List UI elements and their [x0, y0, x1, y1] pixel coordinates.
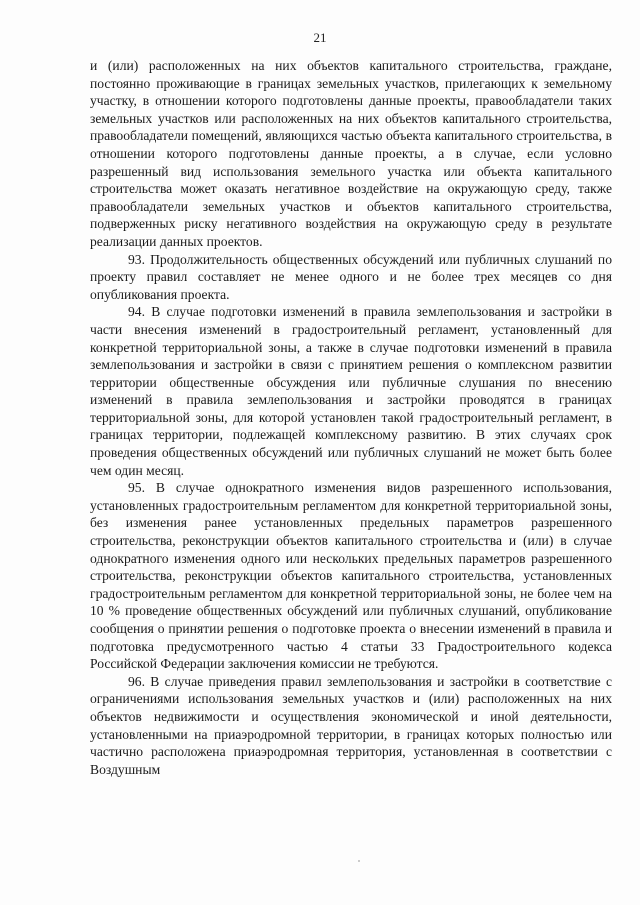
paragraph-continuation: и (или) расположенных на них объектов капитального строительства, граждане, постоянно проживающие в границах земельных участков, прилегающих к земельному участку, в отношении которого подготовлены данные проекты, правообладатели таких земельных участков или расположенных на них объектов капитального строительства, правообладатели помещений, являющихся частью объекта капитального строительства, в отношении которого подготовлены данные проекты, а в случае, если условно разрешенный вид использования земельного участка или объекта капитального строительства может оказать негативное воздействие на окружающую среду, также правообладатели земельных участков и объектов капитального строительства, подверженных риску негативного воздействия на окружающую среду в результате реализации данных проектов.: [90, 58, 612, 249]
document-body: [90, 57, 612, 778]
scan-speck: [358, 860, 360, 862]
paragraph-95: 95. В случае однократного изменения видов разрешенного использования, установленных градостроительным регламентом для конкретной территориальной зоны, без изменения ранее установленных предельных параметров разрешенного строительства, реконструкции объектов капитального строительства и (или) в случае однократного изменения одного или нескольких предельных параметров разрешенного строительства, реконструкции объектов капитального строительства, установленных градостроительным регламентом для конкретной территориальной зоны, не более чем на 10 % проведение общественных обсуждений или публичных слушаний, опубликование сообщения о принятии решения о подготовке проекта о внесении изменений в правила и подготовка предусмотренного частью 4 статьи 33 Градостроительного кодекса Российской Федерации заключения комиссии не требуются.: [90, 480, 612, 672]
paragraph-93: 93. Продолжительность общественных обсуждений или публичных слушаний по проекту правил составляет не менее одного и не более трех месяцев со дня опубликования проекта.: [90, 251, 612, 302]
paragraph-94: 94. В случае подготовки изменений в правила землепользования и застройки в части внесения изменений в градостроительный регламент, установленный для конкретной территориальной зоны, а также в случае подготовки изменений в правила землепользования и застройки в связи с принятием решения о комплексном развитии территории общественные обсуждения или публичные слушания по внесению изменений в правила землепользования и застройки проводятся в границах территориальной зоны, для которой установлен такой градостроительный регламент, в границах территории, подлежащей комплексному развитию. В этих случаях срок проведения общественных обсуждений или публичных слушаний не может быть более чем один месяц.: [90, 304, 612, 478]
page-number: 21: [313, 30, 327, 45]
paragraph-96: 96. В случае приведения правил землепользования и застройки в соответствие с ограничениями использования земельных участков и (или) расположенных на них объектов недвижимости и осуществления экономической и иной деятельности, установленными на приаэродромной территории, в границах которых полностью или частично расположена приаэродромная территория, установленная в соответствии с Воздушным: [90, 673, 612, 777]
